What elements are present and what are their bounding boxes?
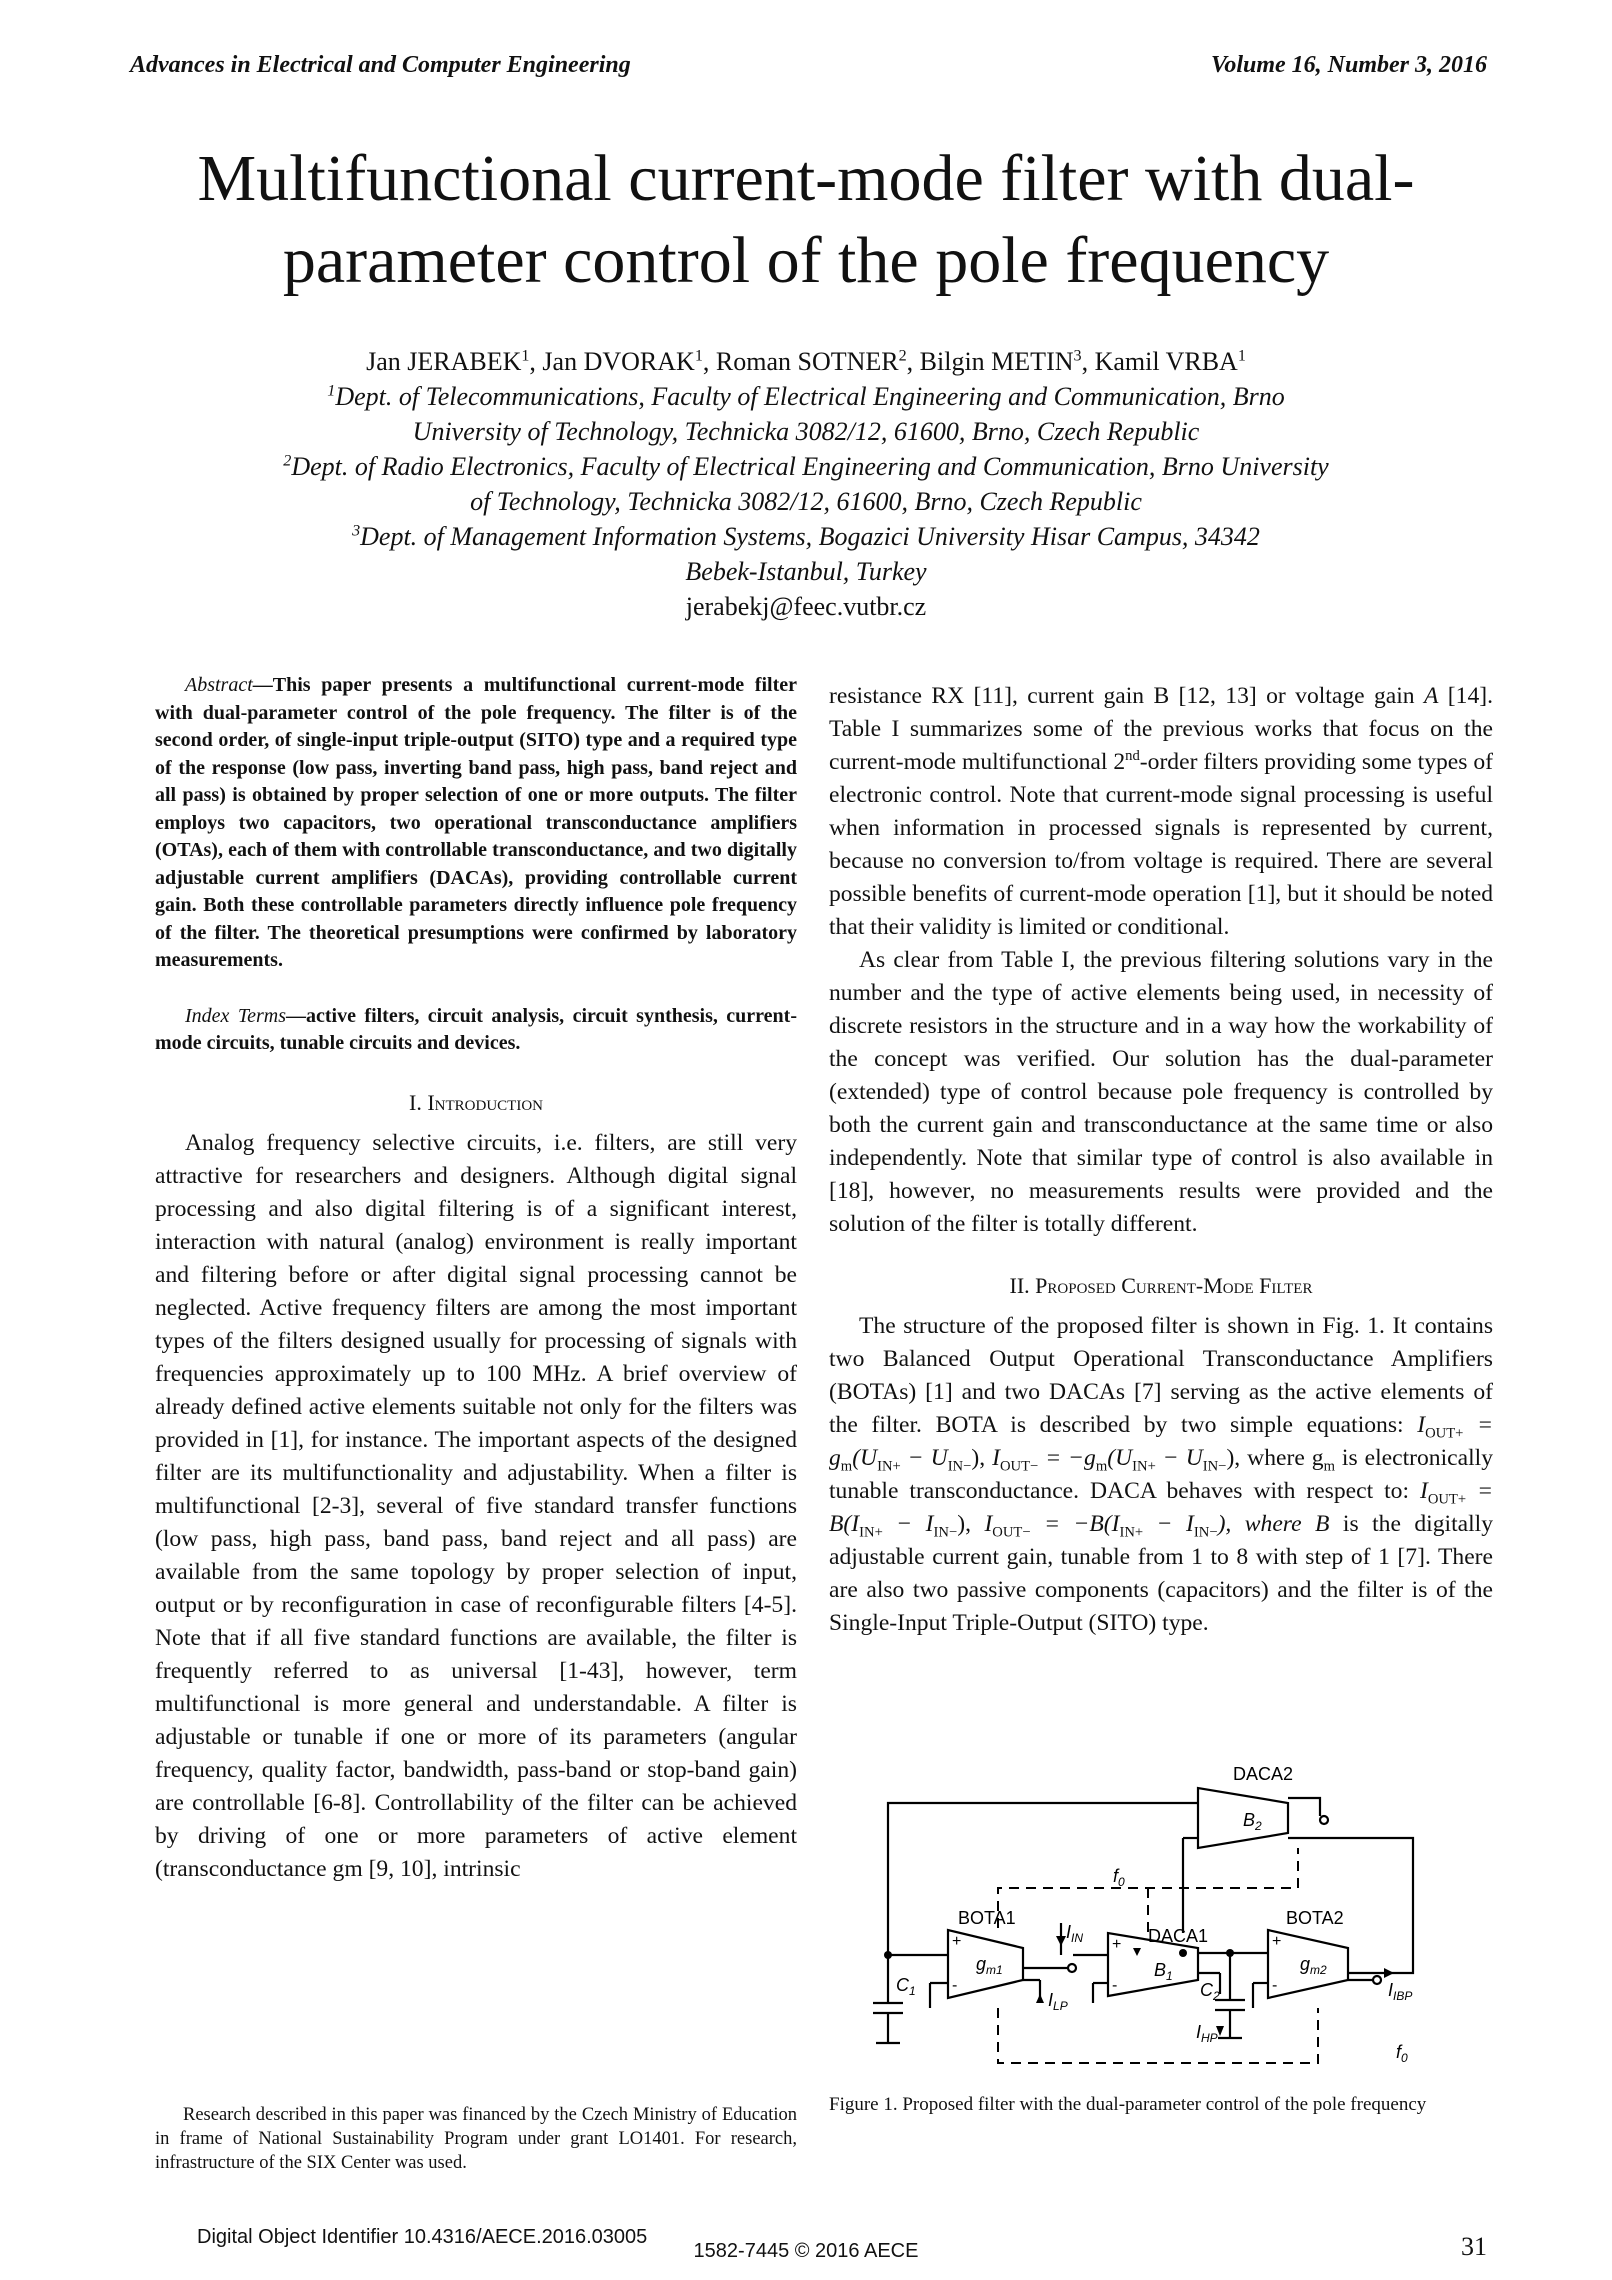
label-sub: m2 <box>1310 1963 1327 1977</box>
author-list <box>150 344 1462 379</box>
author-name: Jan JERABEK <box>366 347 522 376</box>
author-sup: 1 <box>521 347 530 365</box>
label-text: C <box>896 1975 909 1995</box>
footnote-text: Research described in this paper was financed by the Czech Ministry of Education in frame of National Sustainability Program under grant LO1401. For research, infrastructure of the SIX Center was used. <box>155 2105 797 2173</box>
label-sub: HP <box>1201 2031 1218 2045</box>
equation: ), <box>957 1511 985 1537</box>
junction-dot <box>1179 1949 1187 1957</box>
label-c1 <box>896 1975 916 1998</box>
abstract-text: —This paper presents a multifunctional current-mode filter with dual-parameter control of the pole frequency. The filter is of the second order, of single-input triple-output (SITO) type and a required type of the response (low pass, inverting band pass, high pass, band reject and all pass) is obtained by proper selection of one or more outputs. The filter employs two capacitors, two operational transconductance amplifiers (OTAs), each of them with controllable transconductance, and two digitally adjustable current amplifiers (DACAs), providing controllable current gain. Both these controllable parameters directly influence pole frequency of the filter. The theoretical presumptions were confirmed by laboratory measurements. <box>155 674 797 971</box>
text-run: is the digitally adjustable current gain, tunable from 1 to 8 with step of 1 [7]. There are also two passive components (capacitors) and the filter is of the Single-Input Triple-Output (SITO) type. <box>829 1511 1494 1636</box>
author-sup: 2 <box>898 347 907 365</box>
section2-paragraph <box>829 1310 1493 1640</box>
output-terminal <box>1068 1964 1076 1972</box>
label-c2 <box>1200 1980 1220 2003</box>
section-heading-introduction <box>155 1086 797 1119</box>
affiliation-2-cont: of Technology, Technicka 3082/12, 61600, Brno, Czech Republic <box>470 487 1142 516</box>
equation: I <box>1419 1478 1428 1504</box>
label-text: C <box>1200 1980 1213 2000</box>
label-iin <box>1066 1922 1083 1945</box>
equation: I <box>984 1511 993 1537</box>
label-sub: IN <box>1071 1931 1084 1945</box>
author-name: , Jan DVORAK <box>529 347 695 376</box>
feedback-wire <box>1288 1838 1413 1973</box>
label-text: I <box>1196 2022 1202 2042</box>
circuit-diagram <box>868 1758 1428 2078</box>
label-text: f <box>1396 2042 1402 2062</box>
equation-sub: OUT+ <box>1425 1425 1464 1442</box>
label-sub: 0 <box>1401 2051 1408 2065</box>
affiliation-2 <box>150 449 1462 484</box>
section-heading-proposed-filter <box>829 1269 1493 1302</box>
equation-sub: IN− <box>1193 1524 1218 1541</box>
right-paragraph-2: As clear from Table I, the previous filtering solutions vary in the number and the type of active elements being used, in necessity of discrete resistors in the structure and in a way how the workability of the concept was verified. Our solution has the dual-parameter (extended) type of control because pole frequency is controlled by both the current gain and transconductance at the same time or also independently. Note that similar type of control is also available in [18], however, no measurements results were provided and the solution of the filter is totally different. <box>829 947 1493 1237</box>
equation-sub: m <box>1323 1458 1335 1475</box>
equation-sub: IN+ <box>877 1458 901 1475</box>
equation: = g <box>829 1412 1494 1471</box>
pin-minus: - <box>1112 1977 1118 1994</box>
affiliation-text: Dept. of Telecommunications, Faculty of Electrical Engineering and Communication, Brno <box>335 382 1285 411</box>
control-line-bottom <box>998 2008 1318 2063</box>
current-arrow <box>1056 1936 1066 1946</box>
label-text: I <box>1388 1980 1394 2000</box>
equation: = B(I <box>829 1478 1493 1537</box>
author-name: , Bilgin METIN <box>906 347 1074 376</box>
label-sub: m1 <box>986 1963 1003 1977</box>
footnote <box>155 2103 797 2175</box>
label-sub: 2 <box>1255 1819 1262 1833</box>
authors-block <box>150 344 1462 624</box>
label-bota2: BOTA2 <box>1286 1908 1344 1928</box>
pin-minus: - <box>952 1977 958 1994</box>
current-arrow <box>1036 1994 1044 2003</box>
text-run: is electronically tunable transconductance. DACA behaves with respect to: <box>829 1445 1494 1504</box>
equation: = −B(I <box>1030 1511 1120 1537</box>
text-run: The structure of the proposed filter is shown in Fig. 1. It contains two Balanced Output Operational Transconductance Amplifiers (BOTAs) [1] and two DACAs [7] serving as the active elements of the filter. BOTA is described by two simple equations: <box>829 1313 1493 1438</box>
section-number: II. <box>1009 1273 1036 1298</box>
equation: (U <box>852 1445 878 1471</box>
affiliation-text: Dept. of Management Information Systems, Bogazici University Hisar Campus, 34342 <box>360 522 1260 551</box>
label-sub: 0 <box>1118 1875 1125 1889</box>
affiliation-1-cont: University of Technology, Technicka 3082/12, 61600, Brno, Czech Republic <box>412 417 1200 446</box>
running-header-volume: Volume 16, Number 3, 2016 <box>1210 52 1487 78</box>
text-run: A <box>1423 683 1439 709</box>
text-run: resistance RX [11], current gain B [12, 13] or voltage gain <box>829 683 1424 709</box>
title-line-2: parameter control of the pole frequency <box>282 224 1330 297</box>
right-paragraph-1 <box>829 680 1493 944</box>
equation-sub: IN− <box>1202 1458 1227 1475</box>
label-b1 <box>1154 1960 1173 1983</box>
label-ihp <box>1196 2022 1218 2045</box>
equation-sub: IN+ <box>1132 1458 1156 1475</box>
section-title: Introduction <box>427 1089 543 1115</box>
section-number: I. <box>409 1089 428 1115</box>
feedback-wire <box>1288 1798 1320 1816</box>
equation-sub: OUT+ <box>1427 1491 1467 1508</box>
label-text: f <box>1113 1866 1119 1886</box>
equation-sub: OUT− <box>999 1458 1039 1475</box>
text-run: [14]. Table I summarizes some of the previous works that focus on the current-mode multifunctional 2 <box>829 683 1493 775</box>
current-arrow <box>1133 1948 1141 1956</box>
label-daca2: DACA2 <box>1233 1764 1294 1784</box>
affiliation-sup: 2 <box>283 452 292 470</box>
abstract <box>155 672 797 975</box>
affiliation-sup: 3 <box>352 522 361 540</box>
intro-paragraph: Analog frequency selective circuits, i.e. filters, are still very attractive for researchers and designers. Although digital signal processing and also digital filtering is of a significant interest, interaction with natural (analog) environment is really important and filtering before or after digital signal processing cannot be neglected. Active frequency filters are among the most important types of the filters designed usually for processing of signals with frequencies approximately up to 100 MHz. A brief overview of already defined active elements suitable not only for the filters was provided in [1], for instance. The important aspects of the designed filter are its multifunctionality and adjustability. When a filter is multifunctional [2-3], several of five standard transfer functions (low pass, high pass, band pass, band reject and all pass) are available from the same topology by proper selection of input, output or by reconfiguration in case of reconfigurable filters [4-5]. Note that if all five standard functions are available, the filter is frequently referred to as universal [1-43], however, term multifunctional is more general and understandable. A filter is adjustable or tunable if one or more of its parameters (angular frequency, quality factor, bandwidth, pass-band or stop-band gain) are controllable [6-8]. Controllability of the filter can be achieved by driving of one or more parameters of active element (transconductance gm [9, 10], intrinsic <box>155 1129 797 1882</box>
label-sub: LP <box>1053 1999 1068 2013</box>
label-gm2 <box>1300 1954 1327 1977</box>
text-run: -order filters providing some types of electronic control. Note that current-mode signal processing is useful when information in processed signals is represented by current, because no conversion to/from voltage is required. There are several possible benefits of current-mode operation [1], but it should be noted that their validity is limited or conditional. <box>829 749 1493 940</box>
equation: − I <box>1143 1511 1194 1537</box>
label-text: g <box>1300 1954 1311 1974</box>
output-terminal <box>1320 1816 1328 1824</box>
title-line-1: Multifunctional current-mode filter with dual- <box>197 142 1415 215</box>
pin-plus: + <box>1112 1936 1122 1953</box>
section-title: Proposed Current-Mode Filter <box>1035 1273 1313 1298</box>
equation: ), <box>971 1445 993 1471</box>
page-number: 31 <box>1461 2232 1487 2261</box>
equation: ), where g <box>1226 1445 1324 1471</box>
affiliation-3-cont: Bebek-Istanbul, Turkey <box>685 557 927 586</box>
running-header-journal: Advances in Electrical and Computer Engineering <box>130 52 631 78</box>
label-gm1 <box>976 1954 1003 1977</box>
index-terms <box>155 1003 797 1058</box>
equation: = −g <box>1038 1445 1096 1471</box>
affiliation-sup: 1 <box>327 382 336 400</box>
index-terms-text: —active filters, circuit analysis, circuit synthesis, current-mode circuits, tunable circuits and devices. <box>155 1004 797 1054</box>
junction-dot <box>1226 1949 1234 1957</box>
label-bota1: BOTA1 <box>958 1908 1016 1928</box>
pin-plus: + <box>952 1933 962 1950</box>
equation-sub: m <box>1095 1458 1108 1475</box>
abstract-label: Abstract <box>185 674 253 696</box>
left-column <box>155 672 797 1886</box>
label-text: B <box>1243 1810 1256 1830</box>
equation-sub: m <box>840 1458 853 1475</box>
label-text: I <box>1066 1922 1072 1942</box>
equation-sub: IN− <box>947 1458 972 1475</box>
paper-title <box>120 138 1492 302</box>
affiliation-1 <box>150 379 1462 414</box>
equation: − U <box>900 1445 948 1471</box>
junction-dot <box>884 1951 892 1959</box>
label-f0-bottom <box>1396 2042 1408 2065</box>
author-sup: 3 <box>1073 347 1082 365</box>
author-sup: 1 <box>1237 347 1246 365</box>
equation-sub: IN+ <box>1119 1524 1144 1541</box>
pin-plus: + <box>1272 1933 1282 1950</box>
output-terminal <box>1373 1976 1381 1984</box>
equation: − U <box>1155 1445 1203 1471</box>
label-text: g <box>976 1954 987 1974</box>
figure-caption: Figure 1. Proposed filter with the dual-parameter control of the pole frequency <box>829 2094 1427 2115</box>
author-name: , Kamil VRBA <box>1081 347 1238 376</box>
right-column <box>829 680 1493 1640</box>
label-b2 <box>1243 1810 1262 1833</box>
equation: ), where B <box>1217 1511 1330 1537</box>
label-daca1: DACA1 <box>1148 1926 1209 1946</box>
doi: Digital Object Identifier 10.4316/AECE.2016.03005 <box>197 2226 648 2248</box>
equation-sub: IN+ <box>859 1524 883 1541</box>
label-text: B <box>1154 1960 1167 1980</box>
label-sub: 1 <box>909 1984 916 1998</box>
equation-sub: OUT− <box>992 1524 1031 1541</box>
label-ilp <box>1048 1990 1068 2013</box>
label-sub: 1 <box>1166 1969 1173 1983</box>
equation: (U <box>1107 1445 1133 1471</box>
author-name: , Roman SOTNER <box>702 347 899 376</box>
text-sup: nd <box>1125 748 1140 765</box>
contact-email: jerabekj@feec.vutbr.cz <box>685 592 927 621</box>
label-sub: IBP <box>1393 1989 1413 2003</box>
issn-copyright: 1582-7445 © 2016 AECE <box>693 2240 919 2262</box>
label-sub: 2 <box>1213 1989 1220 2003</box>
label-f0-top <box>1113 1866 1125 1889</box>
equation: − I <box>882 1511 934 1537</box>
equation: I <box>1417 1412 1426 1438</box>
index-terms-label: Index Terms <box>185 1004 287 1027</box>
current-arrow <box>1384 1968 1394 1978</box>
pin-minus: - <box>1272 1977 1278 1994</box>
equation: I <box>992 1445 1000 1471</box>
label-text: I <box>1048 1990 1054 2010</box>
equation-sub: IN− <box>933 1524 958 1541</box>
label-ibp <box>1388 1980 1412 2003</box>
affiliation-text: Dept. of Radio Electronics, Faculty of Electrical Engineering and Communication, Brno University <box>291 452 1329 481</box>
affiliation-3 <box>150 519 1462 554</box>
author-sup: 1 <box>694 347 703 365</box>
